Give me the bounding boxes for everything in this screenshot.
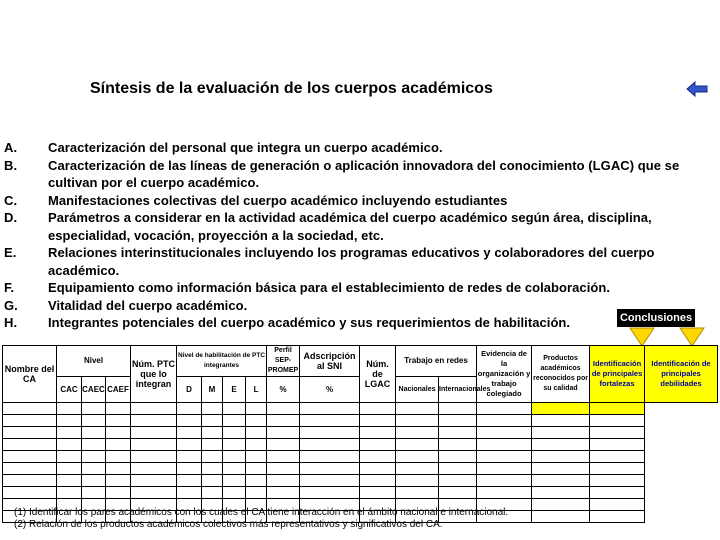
col-pct-perfil: % xyxy=(267,377,300,403)
back-arrow-icon[interactable] xyxy=(686,81,708,97)
table-row xyxy=(3,427,718,439)
col-num-ptc: Núm. PTC que lo integran xyxy=(131,346,177,403)
col-internacionales: Internacionales xyxy=(439,377,477,403)
list-item: C. Manifestaciones colectivas del cuerpo académico incluyendo estudiantes xyxy=(4,192,508,208)
table-row xyxy=(3,487,718,499)
col-habilitacion: Nivel de habilitación de PTC integrantes xyxy=(177,346,267,377)
list-item: G. Vitalidad del cuerpo académico. xyxy=(4,297,248,313)
col-evidencia: Evidencia de la organización y trabajo colegiado xyxy=(477,346,532,403)
table-row xyxy=(3,463,718,475)
col-nacionales: Nacionales xyxy=(396,377,439,403)
col-nombre: Nombre del CA xyxy=(3,346,57,403)
criteria-list xyxy=(4,139,704,332)
footnote: (2) Relación de los productos académicos colectivos más representativos y significativos del CA. xyxy=(14,519,443,530)
col-d: D xyxy=(177,377,202,403)
table-row xyxy=(3,475,718,487)
col-productos: Productos académicos reconocidos por su calidad xyxy=(532,346,590,403)
list-item: F. Equipamiento como información básica para el establecimiento de redes de colaboración. xyxy=(4,280,611,295)
col-perfil: Perfil SEP-PROMEP xyxy=(267,346,300,377)
col-caec: CAEC xyxy=(82,377,106,403)
list-item: E. Relaciones interinstitucionales incluyendo los programas educativos y colaboradores del cuerpo académico. xyxy=(4,245,655,278)
footnotes xyxy=(14,507,508,531)
col-sni: Adscripción al SNI xyxy=(300,346,360,377)
col-m: M xyxy=(202,377,223,403)
col-fortalezas: Identificación de principales fortalezas xyxy=(590,346,645,403)
list-item: A. Caracterización del personal que integra un cuerpo académico. xyxy=(4,140,443,155)
evaluation-table xyxy=(2,345,718,523)
table-row xyxy=(3,403,718,415)
col-nivel: Nivel xyxy=(57,346,131,377)
footnote: (1) Identificar los pares académicos con los cuales el CA tiene interacción en el ámbito nacional e internacional. xyxy=(14,507,509,518)
list-item: B. Caracterización de las líneas de generación o aplicación innovadora del conocimiento (LGAC) que se cultivan por el cuerpo académico. xyxy=(4,157,680,190)
col-redes: Trabajo en redes xyxy=(396,346,477,377)
col-lgac: Núm. de LGAC xyxy=(360,346,396,403)
conclusions-button[interactable]: Conclusiones xyxy=(617,309,695,327)
list-item: H. Integrantes potenciales del cuerpo académico y sus requerimientos de habilitación. xyxy=(4,315,571,330)
table-row xyxy=(3,439,718,451)
col-debilidades: Identificación de principales debilidades xyxy=(645,346,718,403)
col-l: L xyxy=(246,377,267,403)
page-title: Síntesis de la evaluación de los cuerpos académicos xyxy=(90,80,493,97)
col-pct-sni: % xyxy=(300,377,360,403)
list-item: D. Parámetros a considerar en la actividad académica del cuerpo académico según área, disciplina, especialidad, vocación, proyección a la sociedad, etc. xyxy=(4,210,652,243)
col-cac: CAC xyxy=(57,377,82,403)
col-caef: CAEF xyxy=(106,377,131,403)
table-row xyxy=(3,451,718,463)
table-row xyxy=(3,415,718,427)
col-e: E xyxy=(223,377,246,403)
